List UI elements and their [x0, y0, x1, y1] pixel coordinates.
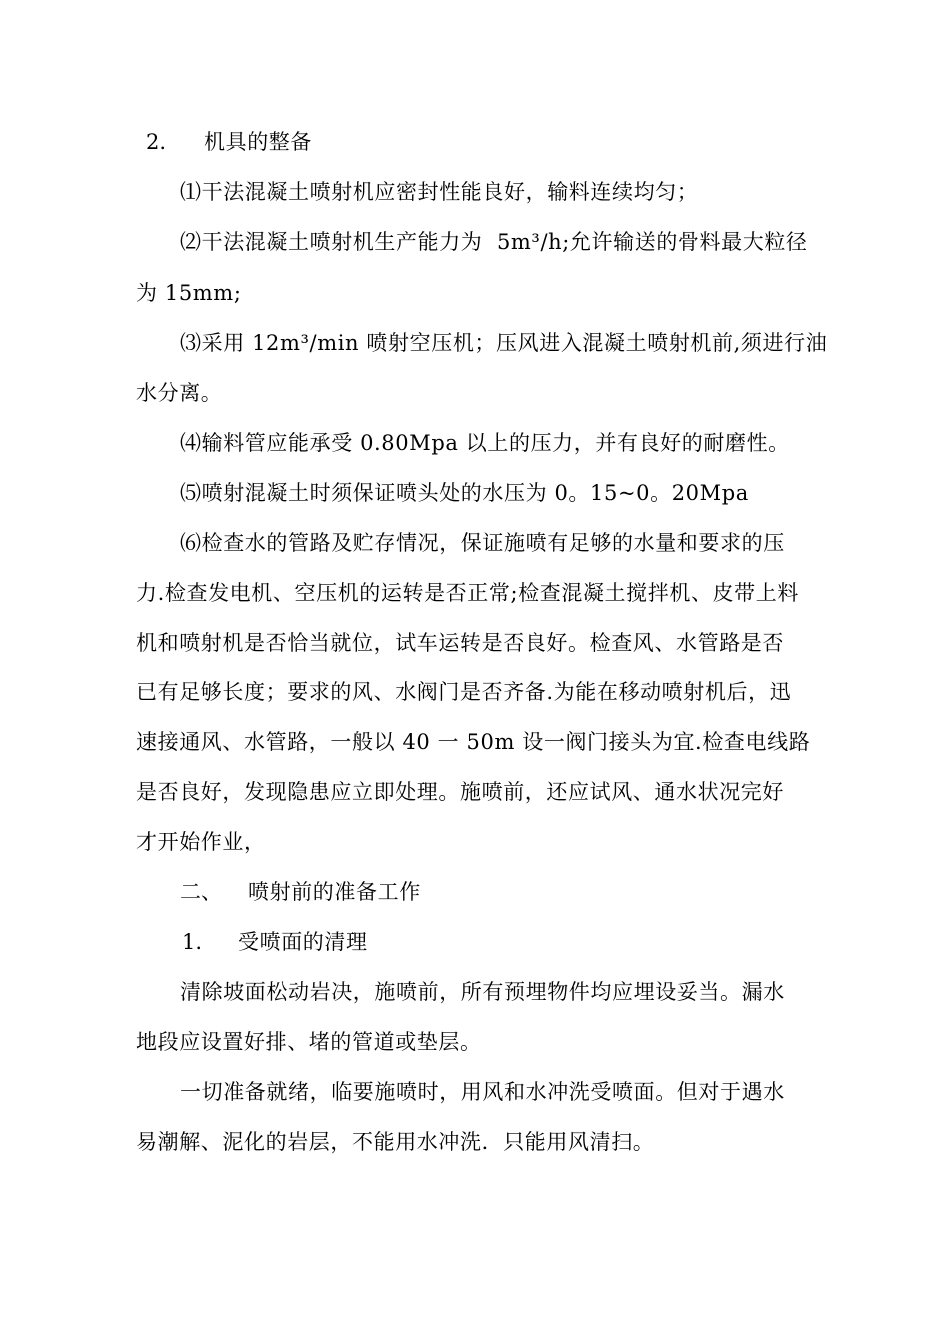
section-heading: 喷射前的准备工作: [248, 880, 421, 904]
paragraph-line: ⑷输料管应能承受 0.80Mpa 以上的压力，并有良好的耐磨性。: [180, 431, 790, 455]
section-heading: 受喷面的清理: [238, 930, 368, 954]
paragraph-line: 力.检查发电机、空压机的运转是否正常;检查混凝土搅拌机、皮带上料: [136, 581, 799, 605]
paragraph-line: ⑹检查水的管路及贮存情况，保证施喷有足够的水量和要求的压: [180, 531, 785, 555]
paragraph-line: 一切准备就绪，临要施喷时，用风和水冲洗受喷面。但对于遇水: [180, 1080, 785, 1104]
paragraph-line: 机和喷射机是否恰当就位，试车运转是否良好。检查风、水管路是否: [136, 631, 784, 655]
paragraph-line: 易潮解、泥化的岩层，不能用水冲洗．只能用风清扫。: [136, 1130, 655, 1154]
paragraph-line: ⑴干法混凝土喷射机应密封性能良好，输料连续均匀；: [180, 180, 699, 204]
paragraph-line: 速接通风、水管路，一般以 40 一 50m 设一阀门接头为宜.检查电线路: [136, 730, 811, 754]
section-number: 二、: [180, 880, 222, 904]
paragraph-line: ⑵干法混凝土喷射机生产能力为 5m³/h;允许输送的骨料最大粒径: [180, 230, 808, 254]
paragraph-line: 已有足够长度；要求的风、水阀门是否齐备.为能在移动喷射机后，迅: [136, 680, 792, 704]
paragraph-line: 是否良好，发现隐患应立即处理。施喷前，还应试风、通水状况完好: [136, 780, 784, 804]
paragraph-line: 地段应设置好排、堵的管道或垫层。: [136, 1030, 482, 1054]
paragraph-line: 清除坡面松动岩决，施喷前，所有预埋物件均应埋设妥当。漏水: [180, 980, 785, 1004]
paragraph-line: 为 15mm;: [136, 281, 242, 305]
paragraph-line: ⑸喷射混凝土时须保证喷头处的水压为 0。15~0。20Mpa: [180, 481, 749, 505]
section-number: 2.: [146, 130, 167, 154]
section-number: 1.: [182, 930, 203, 954]
paragraph-line: 水分离。: [136, 381, 223, 405]
section-heading: 机具的整备: [204, 130, 312, 154]
paragraph-line: ⑶采用 12m³/min 喷射空压机；压风进入混凝土喷射机前,须进行油: [180, 331, 828, 355]
paragraph-line: 才开始作业，: [136, 830, 266, 854]
